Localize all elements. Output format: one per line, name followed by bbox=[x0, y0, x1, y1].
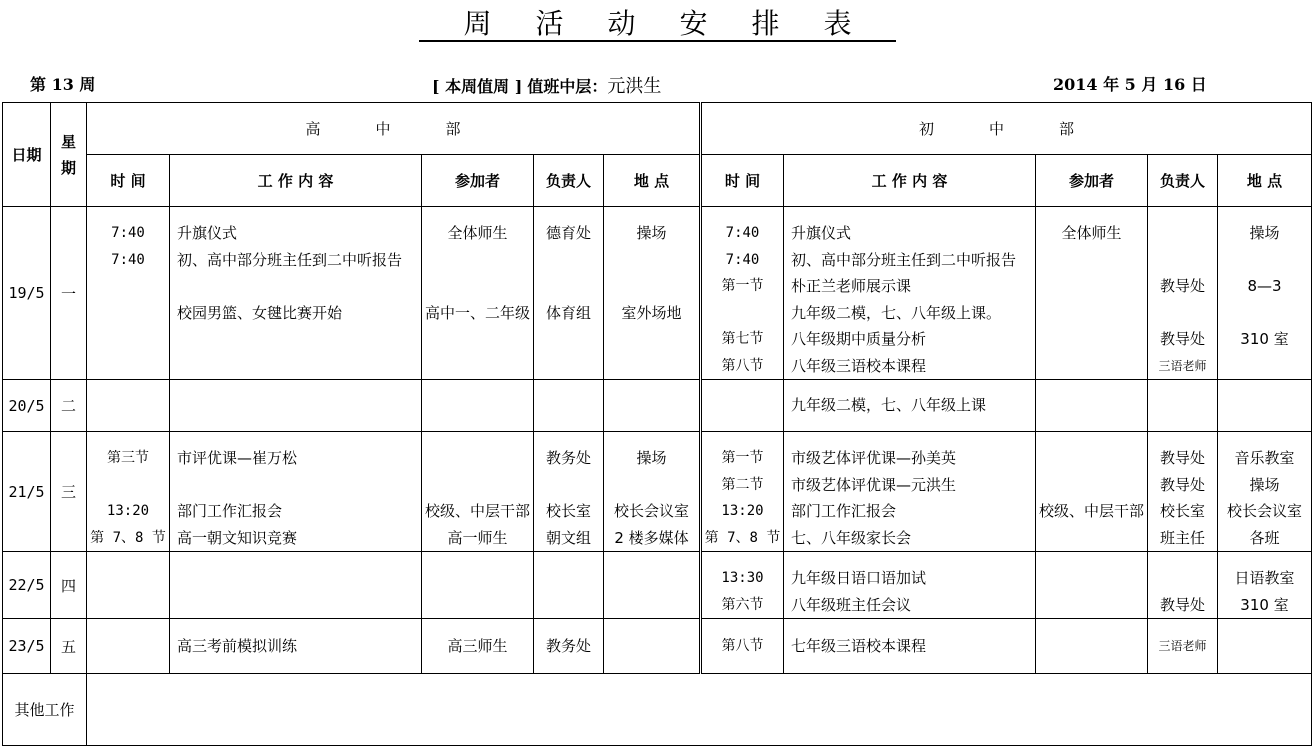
junior-responsible-line: 三语老师 bbox=[1158, 638, 1207, 653]
high-content-cell bbox=[170, 552, 422, 619]
junior-location-cell bbox=[1218, 432, 1312, 552]
high-participants-line: 校级、中层干部 bbox=[424, 502, 530, 520]
junior-time-line: 7:40 bbox=[725, 225, 760, 241]
junior-responsible-line bbox=[1148, 247, 1217, 274]
high-col-location: 地 点 bbox=[604, 155, 701, 207]
duty-info bbox=[432, 72, 661, 98]
high-responsible-cell bbox=[534, 207, 604, 380]
junior-time-line: 7:40 bbox=[725, 251, 760, 268]
junior-content-line: 八年级班主任会议 bbox=[791, 595, 912, 614]
cell-spacer bbox=[422, 552, 533, 565]
schedule-table bbox=[2, 102, 1312, 746]
cell-spacer bbox=[604, 207, 699, 220]
high-content-line bbox=[170, 273, 421, 300]
junior-time-line bbox=[702, 392, 783, 419]
junior-participants-cell bbox=[1036, 380, 1148, 432]
high-responsible-line: 教务处 bbox=[545, 636, 591, 655]
other-work-content bbox=[87, 674, 1312, 746]
high-content-line: 部门工作汇报会 bbox=[177, 502, 283, 520]
high-location-cell bbox=[604, 380, 701, 432]
junior-time-line: 13:30 bbox=[721, 570, 764, 586]
high-time-cell bbox=[87, 207, 170, 380]
high-responsible-line: 体育组 bbox=[545, 303, 591, 322]
cell-spacer bbox=[422, 432, 533, 445]
high-location-line: 操场 bbox=[636, 449, 667, 467]
high-responsible-line bbox=[534, 472, 603, 499]
junior-responsible-line: 教导处 bbox=[1159, 475, 1205, 494]
cell-spacer bbox=[604, 432, 699, 445]
high-location-line: 2 楼多媒体 bbox=[614, 528, 689, 547]
junior-content-line: 部门工作汇报会 bbox=[791, 502, 897, 520]
junior-responsible-cell bbox=[1148, 552, 1218, 619]
cell-spacer bbox=[784, 552, 1035, 565]
high-location-line: 操场 bbox=[636, 224, 667, 242]
weekday-cell: 四 bbox=[51, 552, 87, 619]
high-content-line: 高三考前模拟训练 bbox=[177, 636, 298, 655]
junior-time-line: 第一节 bbox=[721, 278, 764, 294]
junior-content-line: 市级艺体评优课—元洪生 bbox=[791, 475, 957, 494]
date-cell: 21/5 bbox=[3, 432, 51, 552]
high-time-line: 第三节 bbox=[107, 450, 149, 466]
junior-participants-cell bbox=[1036, 432, 1148, 552]
junior-content-line: 升旗仪式 bbox=[791, 224, 852, 242]
weekday-cell: 五 bbox=[51, 619, 87, 674]
high-location-line: 校长会议室 bbox=[613, 502, 689, 520]
high-participants-line bbox=[422, 273, 533, 300]
junior-time-cell bbox=[701, 380, 784, 432]
high-col-time: 时 间 bbox=[87, 155, 170, 207]
junior-time-line: 第七节 bbox=[721, 331, 764, 347]
cell-spacer bbox=[170, 432, 421, 445]
junior-responsible-line: 班主任 bbox=[1159, 528, 1205, 547]
cell-spacer bbox=[702, 207, 783, 220]
junior-participants-line bbox=[1036, 633, 1147, 660]
cell-spacer bbox=[1148, 207, 1217, 220]
cell-spacer bbox=[534, 552, 603, 565]
junior-time-line: 13:20 bbox=[721, 503, 764, 519]
cell-spacer bbox=[702, 552, 783, 565]
junior-content-line: 初、高中部分班主任到二中听报告 bbox=[791, 250, 1017, 269]
junior-location-line: 操场 bbox=[1249, 475, 1280, 494]
high-responsible-cell bbox=[534, 432, 604, 552]
junior-responsible-line: 教导处 bbox=[1159, 277, 1205, 295]
junior-participants-line bbox=[1036, 392, 1147, 419]
junior-col-responsible: 负责人 bbox=[1148, 155, 1218, 207]
junior-col-content: 工 作 内 容 bbox=[784, 155, 1036, 207]
cell-spacer bbox=[702, 432, 783, 445]
high-location-cell bbox=[604, 552, 701, 619]
day-row bbox=[3, 380, 1312, 432]
high-responsible-cell bbox=[534, 380, 604, 432]
high-participants-line: 高三师生 bbox=[447, 636, 508, 655]
high-responsible-cell bbox=[534, 552, 604, 619]
junior-responsible-line bbox=[1148, 220, 1217, 247]
junior-col-location: 地 点 bbox=[1218, 155, 1312, 207]
junior-responsible-line bbox=[1148, 392, 1217, 419]
high-responsible-line: 德育处 bbox=[545, 224, 591, 242]
junior-participants-line bbox=[1036, 565, 1147, 592]
junior-content-cell bbox=[784, 380, 1036, 432]
duty-prefix: [ 本周值周 ] bbox=[432, 77, 523, 96]
junior-col-participants: 参加者 bbox=[1036, 155, 1148, 207]
weekday-cell: 二 bbox=[51, 380, 87, 432]
high-content-line bbox=[170, 472, 421, 499]
high-time-cell bbox=[87, 380, 170, 432]
date-cell: 20/5 bbox=[3, 380, 51, 432]
high-participants-cell bbox=[422, 380, 534, 432]
cell-spacer bbox=[1218, 432, 1311, 445]
cell-spacer bbox=[170, 552, 421, 565]
junior-content-line: 八年级三语校本课程 bbox=[791, 356, 927, 375]
date-cell: 19/5 bbox=[3, 207, 51, 380]
junior-participants-line bbox=[1036, 472, 1147, 499]
junior-col-time: 时 间 bbox=[701, 155, 784, 207]
cell-spacer bbox=[87, 552, 169, 565]
high-participants-cell bbox=[422, 432, 534, 552]
high-time-line bbox=[87, 633, 169, 660]
high-participants-line: 全体师生 bbox=[447, 224, 508, 242]
high-content-line: 升旗仪式 bbox=[177, 224, 238, 242]
high-responsible-cell bbox=[534, 619, 604, 674]
junior-location-line bbox=[1218, 353, 1311, 380]
junior-time-line bbox=[702, 300, 783, 327]
high-time-line: 13:20 bbox=[106, 503, 150, 519]
cell-spacer bbox=[1036, 207, 1147, 220]
high-location-cell bbox=[604, 619, 701, 674]
junior-responsible-line bbox=[1148, 565, 1217, 592]
junior-content-line: 朴正兰老师展示课 bbox=[791, 277, 912, 295]
junior-responsible-cell bbox=[1148, 432, 1218, 552]
high-content-line: 校园男篮、女毽比赛开始 bbox=[177, 303, 343, 322]
junior-responsible-line: 教导处 bbox=[1159, 449, 1205, 467]
high-content-line: 市评优课—崔万松 bbox=[177, 449, 298, 467]
junior-location-line bbox=[1218, 247, 1311, 274]
junior-time-cell bbox=[701, 207, 784, 380]
high-content-line: 高一朝文知识竞赛 bbox=[177, 528, 298, 547]
high-responsible-line: 教务处 bbox=[545, 449, 591, 467]
junior-time-line: 第 7、8 节 bbox=[704, 529, 781, 546]
other-work-label: 其他工作 bbox=[3, 674, 87, 746]
junior-responsible-line bbox=[1148, 300, 1217, 327]
report-date: 2014 年 5 月 16 日 bbox=[1053, 75, 1207, 94]
cell-spacer bbox=[1036, 552, 1147, 565]
high-time-line: 7:40 bbox=[111, 251, 145, 268]
high-responsible-line bbox=[534, 273, 603, 300]
high-responsible-line: 朝文组 bbox=[545, 528, 591, 547]
high-col-responsible: 负责人 bbox=[534, 155, 604, 207]
high-location-cell bbox=[604, 207, 701, 380]
junior-time-cell bbox=[701, 552, 784, 619]
junior-participants-line: 全体师生 bbox=[1061, 224, 1122, 242]
cell-spacer bbox=[1218, 552, 1311, 565]
junior-time-line: 第八节 bbox=[721, 637, 764, 654]
junior-location-line: 校长会议室 bbox=[1226, 502, 1302, 520]
junior-location-line: 操场 bbox=[1249, 224, 1280, 242]
high-responsible-line: 校长室 bbox=[545, 502, 591, 520]
high-content-line: 初、高中部分班主任到二中听报告 bbox=[177, 250, 403, 269]
week-number: 第 13 周 bbox=[30, 75, 96, 94]
junior-content-cell bbox=[784, 207, 1036, 380]
weekday-cell: 三 bbox=[51, 432, 87, 552]
junior-content-line: 七、八年级家长会 bbox=[791, 528, 912, 547]
junior-content-cell bbox=[784, 552, 1036, 619]
high-participants-line bbox=[422, 472, 533, 499]
junior-content-line: 九年级二模，七、八年级上课。 bbox=[791, 303, 1002, 322]
junior-content-cell bbox=[784, 432, 1036, 552]
high-content-cell bbox=[170, 432, 422, 552]
junior-location-line: 8—3 bbox=[1247, 277, 1282, 295]
junior-participants-cell bbox=[1036, 619, 1148, 674]
high-content-cell bbox=[170, 380, 422, 432]
high-time-cell bbox=[87, 432, 170, 552]
high-participants-line: 高一师生 bbox=[447, 528, 508, 547]
high-location-line bbox=[604, 247, 699, 274]
high-location-line: 室外场地 bbox=[621, 303, 682, 322]
junior-location-cell bbox=[1218, 380, 1312, 432]
date-cell: 23/5 bbox=[3, 619, 51, 674]
high-location-line bbox=[604, 633, 699, 660]
junior-participants-line bbox=[1036, 273, 1147, 300]
weekday-cell: 一 bbox=[51, 207, 87, 380]
high-time-cell bbox=[87, 552, 170, 619]
high-participants-cell bbox=[422, 207, 534, 380]
high-time-line bbox=[87, 273, 169, 300]
junior-responsible-line: 教导处 bbox=[1159, 595, 1205, 614]
page-title: 周活动安排表 bbox=[0, 2, 1315, 42]
junior-participants-cell bbox=[1036, 552, 1148, 619]
high-location-line bbox=[604, 273, 699, 300]
high-time-line bbox=[87, 472, 169, 499]
junior-responsible-line: 三语老师 bbox=[1158, 358, 1207, 373]
junior-location-line bbox=[1218, 300, 1311, 327]
junior-location-cell bbox=[1218, 619, 1312, 674]
high-school-section: 高 中 部 bbox=[87, 103, 701, 155]
day-row bbox=[3, 552, 1312, 619]
junior-location-line: 各班 bbox=[1249, 528, 1280, 547]
cell-spacer bbox=[170, 207, 421, 220]
junior-participants-line bbox=[1036, 525, 1147, 552]
col-weekday-header: 星期 bbox=[51, 103, 87, 207]
junior-time-line: 第二节 bbox=[721, 476, 764, 493]
cell-spacer bbox=[1218, 207, 1311, 220]
junior-location-line: 音乐教室 bbox=[1234, 449, 1295, 467]
junior-content-line: 八年级期中质量分析 bbox=[791, 330, 927, 348]
duty-name: 元洪生 bbox=[607, 76, 662, 97]
high-participants-line: 高中一、二年级 bbox=[424, 303, 530, 322]
junior-location-line: 日语教室 bbox=[1234, 569, 1295, 587]
junior-participants-line bbox=[1036, 247, 1147, 274]
day-row bbox=[3, 207, 1312, 380]
junior-content-line: 市级艺体评优课—孙美英 bbox=[791, 449, 957, 467]
high-participants-line bbox=[422, 247, 533, 274]
junior-location-line: 310 室 bbox=[1240, 330, 1289, 348]
high-col-participants: 参加者 bbox=[422, 155, 534, 207]
junior-location-cell bbox=[1218, 552, 1312, 619]
high-location-line bbox=[604, 472, 699, 499]
high-time-cell bbox=[87, 619, 170, 674]
junior-time-line: 第一节 bbox=[721, 450, 764, 466]
junior-time-line: 第六节 bbox=[721, 596, 764, 613]
junior-location-line bbox=[1218, 392, 1311, 419]
junior-time-cell bbox=[701, 432, 784, 552]
junior-participants-line bbox=[1036, 326, 1147, 353]
cell-spacer bbox=[604, 552, 699, 565]
high-participants-line bbox=[422, 445, 533, 472]
other-work-row bbox=[3, 674, 1312, 746]
high-participants-cell bbox=[422, 619, 534, 674]
junior-responsible-line: 教导处 bbox=[1159, 330, 1205, 348]
cell-spacer bbox=[87, 432, 169, 445]
junior-content-line: 九年级二模，七、八年级上课 bbox=[791, 396, 987, 415]
junior-participants-line bbox=[1036, 592, 1147, 619]
duty-label: 值班中层： bbox=[527, 77, 608, 96]
junior-time-line: 第八节 bbox=[721, 357, 764, 374]
junior-content-line: 九年级日语口语加试 bbox=[791, 569, 927, 587]
junior-content-line: 七年级三语校本课程 bbox=[791, 636, 927, 655]
column-header-row bbox=[3, 155, 1312, 207]
cell-spacer bbox=[422, 207, 533, 220]
cell-spacer bbox=[87, 207, 169, 220]
high-content-cell bbox=[170, 619, 422, 674]
junior-participants-line: 校级、中层干部 bbox=[1038, 502, 1144, 520]
high-location-cell bbox=[604, 432, 701, 552]
section-header-row bbox=[3, 103, 1312, 155]
cell-spacer bbox=[534, 207, 603, 220]
high-responsible-line bbox=[534, 247, 603, 274]
high-content-cell bbox=[170, 207, 422, 380]
junior-location-cell bbox=[1218, 207, 1312, 380]
junior-participants-cell bbox=[1036, 207, 1148, 380]
day-row bbox=[3, 619, 1312, 674]
cell-spacer bbox=[534, 432, 603, 445]
cell-spacer bbox=[1148, 552, 1217, 565]
high-col-content: 工 作 内 容 bbox=[170, 155, 422, 207]
cell-spacer bbox=[1036, 432, 1147, 445]
junior-responsible-cell bbox=[1148, 619, 1218, 674]
date-cell: 22/5 bbox=[3, 552, 51, 619]
cell-spacer bbox=[1148, 432, 1217, 445]
junior-participants-line bbox=[1036, 445, 1147, 472]
cell-spacer bbox=[784, 207, 1035, 220]
junior-content-cell bbox=[784, 619, 1036, 674]
junior-location-line bbox=[1218, 633, 1311, 660]
high-participants-cell bbox=[422, 552, 534, 619]
junior-location-line: 310 室 bbox=[1240, 595, 1289, 614]
junior-participants-line bbox=[1036, 300, 1147, 327]
junior-responsible-line: 校长室 bbox=[1159, 502, 1205, 520]
high-time-line: 第 7、8 节 bbox=[90, 529, 166, 546]
junior-time-cell bbox=[701, 619, 784, 674]
col-date-header: 日期 bbox=[3, 103, 51, 207]
junior-school-section: 初 中 部 bbox=[701, 103, 1312, 155]
junior-responsible-cell bbox=[1148, 207, 1218, 380]
high-time-line bbox=[87, 300, 169, 327]
cell-spacer bbox=[784, 432, 1035, 445]
high-time-line: 7:40 bbox=[111, 225, 145, 241]
day-row bbox=[3, 432, 1312, 552]
junior-responsible-cell bbox=[1148, 380, 1218, 432]
junior-participants-line bbox=[1036, 353, 1147, 380]
